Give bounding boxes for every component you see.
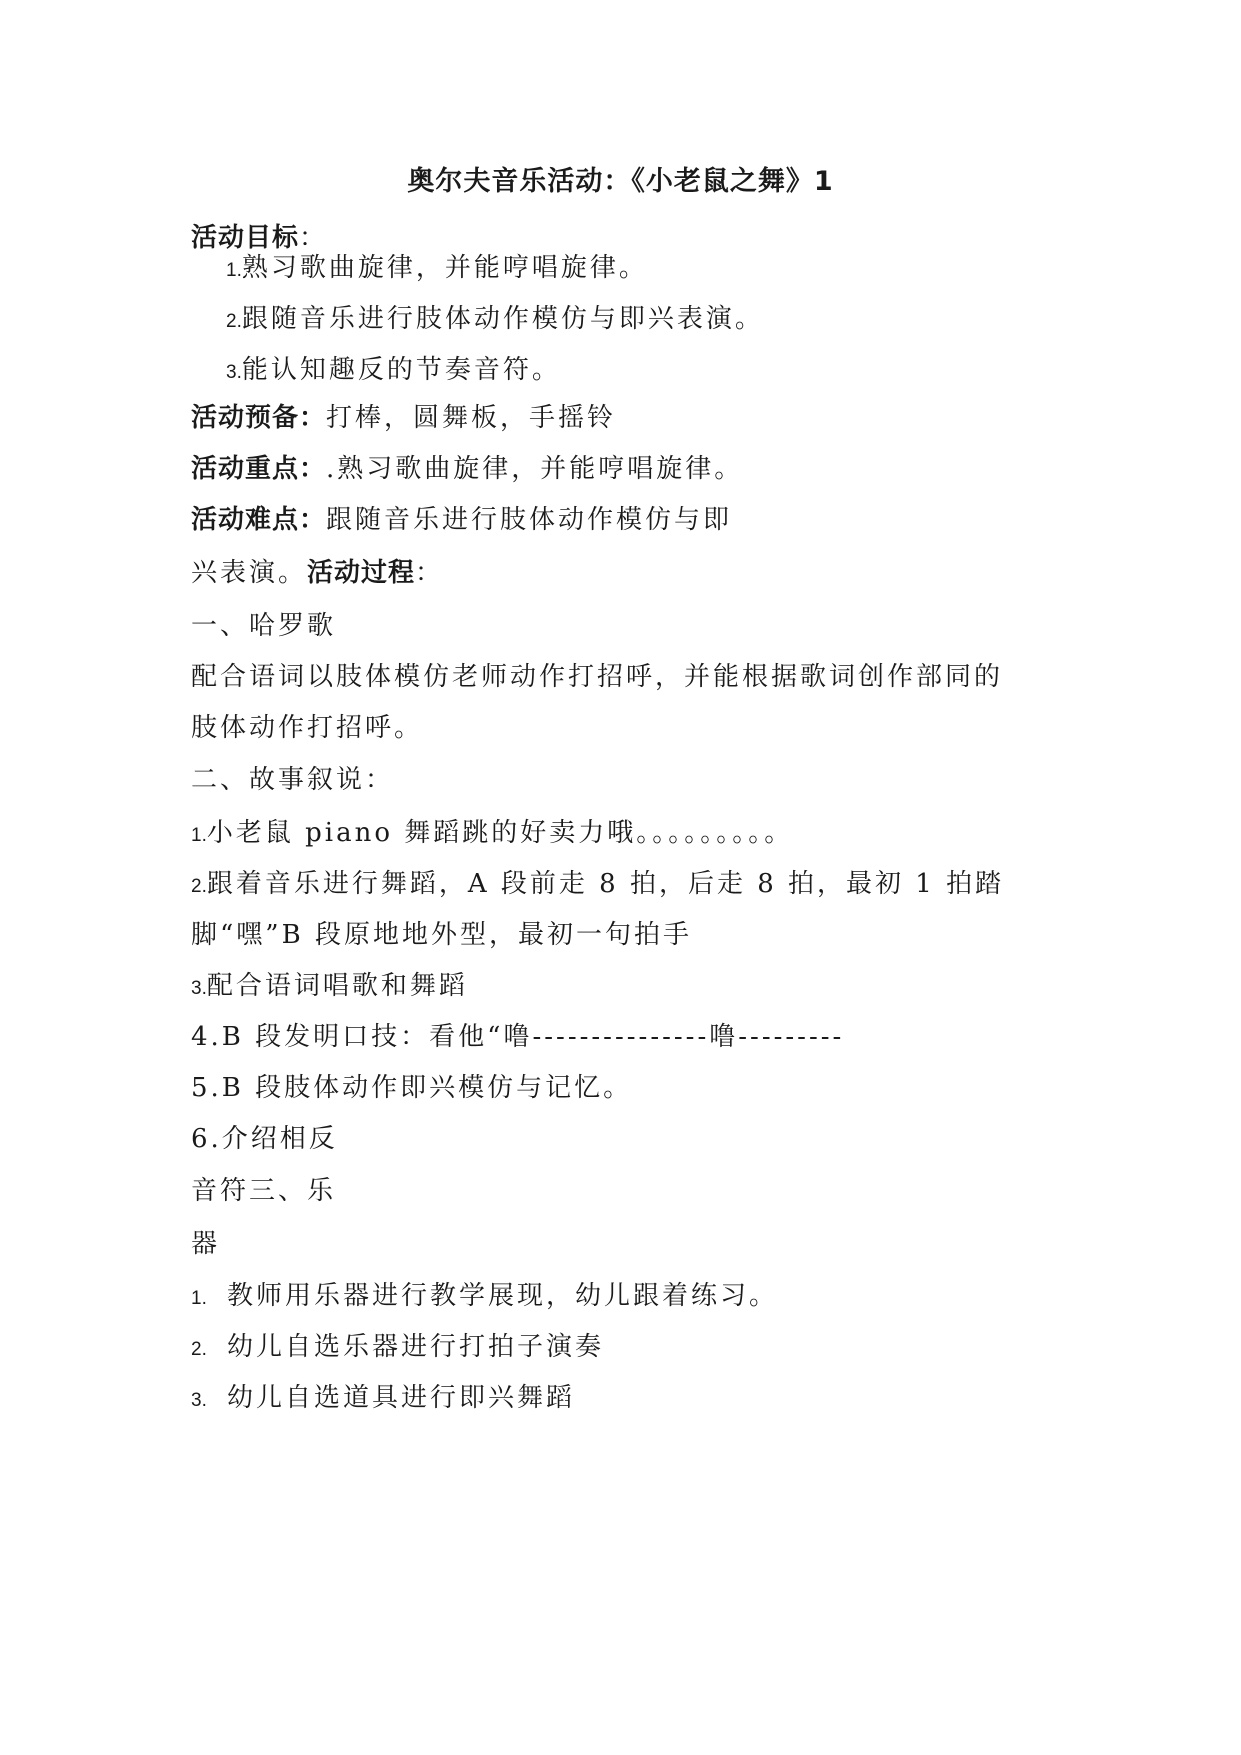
goal-item-3 [226,348,561,392]
section3-item-1-text: 教师用乐器进行教学展现，幼儿跟着练习。 [227,1281,779,1311]
focus-text: .熟习歌曲旋律，并能哼唱旋律。 [326,454,744,484]
section3-item-2-text: 幼儿自选乐器进行打拍子演奏 [227,1332,605,1362]
section3-item-2-num: 2. [191,1339,207,1360]
goal-item-1 [226,246,648,290]
section2-item-2-text: 跟着音乐进行舞蹈，A 段前走 8 拍，后走 8 拍，最初 1 拍踏 [206,869,1005,899]
difficulty-text: 跟随音乐进行肢体动作模仿与即 [326,505,733,535]
section3-item-3 [191,1376,575,1420]
section2-item-3-text: 配合语词唱歌和舞蹈 [206,971,468,1001]
section2-item-1-text: 小老鼠 piano 舞蹈跳的好卖力哦。。。。。。。。。 [206,818,794,848]
section1-para-line-1: 配合语词以肢体模仿老师动作打招呼，并能根据歌词创作部同的 [191,662,1004,692]
goals-heading: 活动目标 [191,223,300,253]
difficulty-cont-line [191,551,444,595]
section1-para-line-2: 肢体动作打招呼。 [191,713,424,743]
section2-item-3-num: 3. [191,978,207,999]
section2-item-5: 5.B 段肢体动作即兴模仿与记忆。 [191,1073,633,1103]
section2-item-2-num: 2. [191,876,207,897]
document-title: 奥尔夫音乐活动：《小老鼠之舞》1 [407,166,834,197]
section2-item-1-num: 1. [191,825,207,846]
section2-item-2-cont: 脚“嘿”B 段原地地外型，最初一句拍手 [191,920,692,950]
section2-item-6: 6.介绍相反 [191,1124,338,1154]
goal-item-1-num: 1. [226,260,242,281]
section3-item-1 [191,1274,778,1318]
prep-label: 活动预备： [191,403,327,433]
difficulty-label: 活动难点： [191,505,327,535]
section2-item-3 [191,964,468,1008]
section2-item-4: 4.B 段发明口技：看他“噜---------------噜--------- [191,1022,845,1052]
process-colon: ： [415,558,445,588]
focus-label: 活动重点： [191,454,327,484]
goal-item-1-text: 熟习歌曲旋律，并能哼唱旋律。 [241,253,648,283]
section2-item-2 [191,862,1004,906]
goal-item-2-num: 2. [226,311,242,332]
goal-item-2 [226,297,764,341]
goal-item-3-text: 能认知趣反的节奏音符。 [241,355,561,385]
section3-item-3-text: 幼儿自选道具进行即兴舞蹈 [227,1383,576,1413]
difficulty-cont-text: 兴表演。 [191,558,308,588]
goal-item-2-text: 跟随音乐进行肢体动作模仿与即兴表演。 [241,304,764,334]
difficulty-line [191,498,732,542]
section3-heading-line-2: 器 [191,1229,221,1259]
section3-item-1-num: 1. [191,1288,207,1309]
prep-line [191,396,616,440]
focus-line [191,447,743,491]
section2-heading: 二、故事叙说： [191,765,395,795]
section3-heading-line-1: 音符三、乐 [191,1176,337,1206]
section1-heading: 一、哈罗歌 [191,611,337,641]
section3-item-3-num: 3. [191,1390,207,1411]
goal-item-3-num: 3. [226,362,242,383]
section2-item-1 [191,811,793,855]
prep-text: 打棒，圆舞板，手摇铃 [326,403,617,433]
section3-item-2 [191,1325,604,1369]
process-label: 活动过程 [307,558,416,588]
goals-heading-colon: ： [299,223,329,253]
